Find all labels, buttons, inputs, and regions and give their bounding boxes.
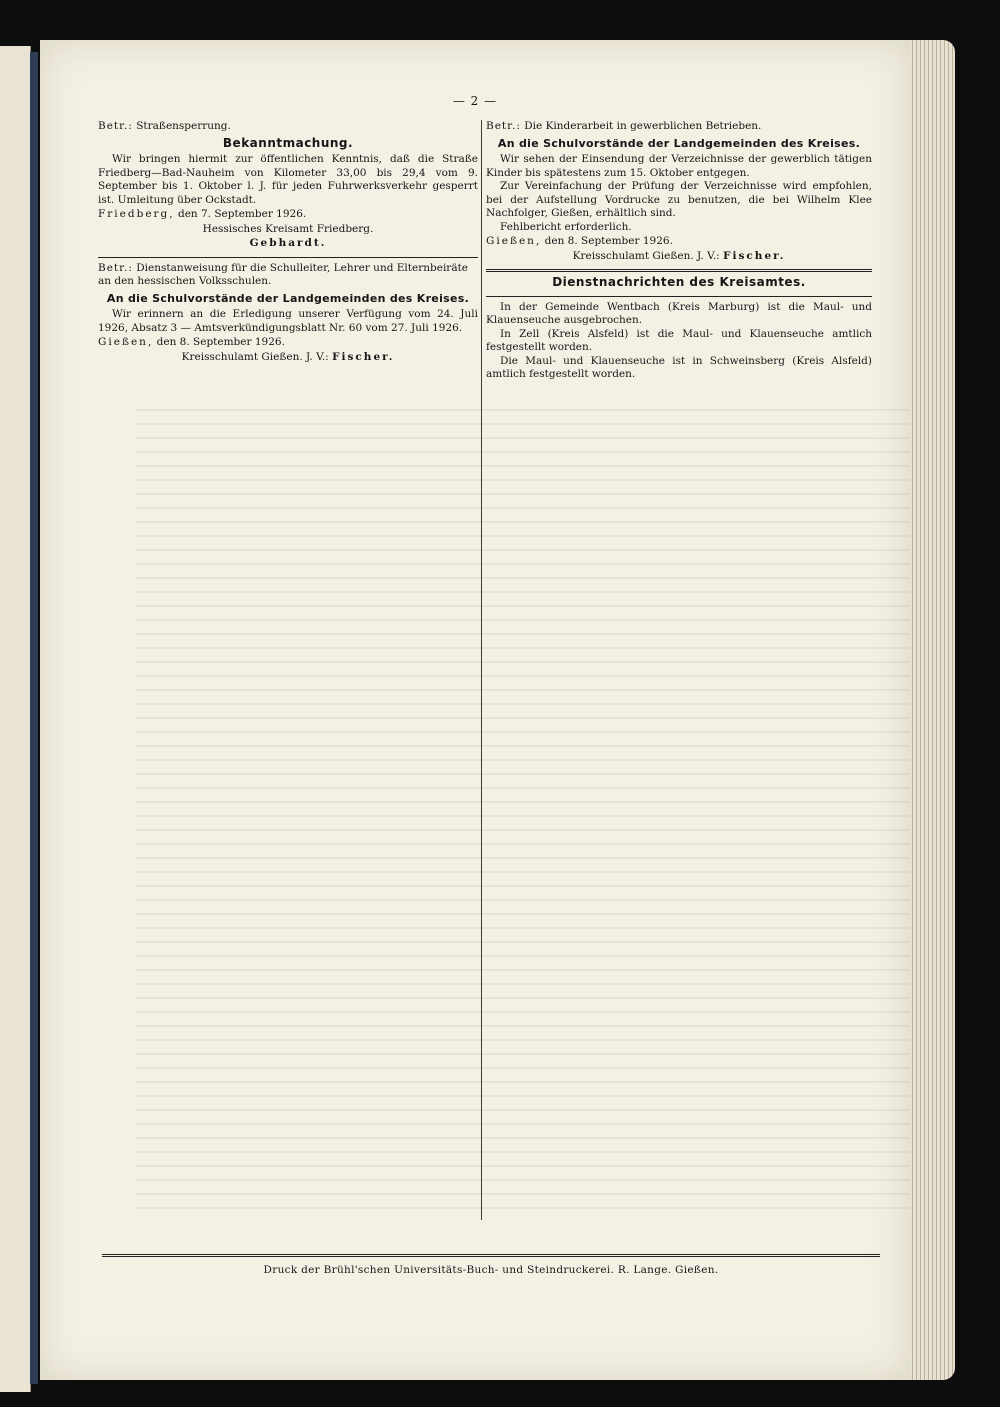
notice-district-news	[486, 276, 872, 382]
subject-text: Dienstanweisung für die Schulleiter, Lehrer und Elternbeiräte an den hessischen Volksschulen.	[98, 261, 469, 287]
notice-body-2: Zur Vereinfachung der Prüfung der Verzeichnisse wird empfohlen, bei der Aufstellung Vordrucke zu benutzen, die bei Wilhelm Klee Nachfolger, Gießen, erhältlich sind.	[486, 180, 872, 219]
news-item-3: Die Maul- und Klauenseuche ist in Schweinsberg (Kreis Alsfeld) amtlich festgestellt worden.	[486, 354, 872, 380]
page-stack-edge	[905, 40, 955, 1380]
notice-heading: Bekanntmachung.	[222, 135, 354, 150]
binding-strip	[30, 52, 38, 1384]
column-divider	[481, 120, 482, 1220]
place: Gießen,	[98, 336, 154, 348]
authority-line	[98, 351, 478, 365]
section-rule	[486, 269, 872, 272]
authority: Hessisches Kreisamt Friedberg.	[202, 222, 374, 235]
notice-body: Wir bringen hiermit zur öffentlichen Kenntnis, daß die Straße Friedberg—Bad-Nauheim von Kilometer 33,00 bis 29,4 vom 9. September bis 1. Oktober l. J. für jeden Fuhrwerksverkehr gesperrt ist. Umleitung über Ockstadt.	[98, 153, 478, 206]
right-column	[486, 120, 872, 382]
notice-body: Wir erinnern an die Erledigung unserer Verfügung vom 24. Juli 1926, Absatz 3 — Amtsverkündigungsblatt Nr. 60 vom 27. Juli 1926.	[98, 308, 478, 334]
printer-imprint: Druck der Brühl'schen Universitäts-Buch- und Steindruckerei. R. Lange. Gießen.	[263, 1264, 719, 1276]
signature: Fischer.	[723, 249, 786, 262]
notice-child-labor	[486, 120, 872, 263]
page-number: — 2 —	[452, 94, 498, 108]
left-column	[98, 120, 478, 365]
heading-rule	[486, 296, 872, 297]
notice-school-instructions	[98, 262, 478, 365]
place-date	[486, 235, 872, 249]
authority: Kreisschulamt Gießen. J. V.:	[572, 249, 720, 262]
subject-text: Die Kinderarbeit in gewerblichen Betrieben.	[524, 120, 762, 132]
signature: Fischer.	[332, 350, 395, 363]
subject-line	[98, 262, 478, 289]
place-date	[98, 336, 478, 350]
notice-body-3: Fehlbericht erforderlich.	[500, 220, 632, 233]
signature: Gebhardt.	[249, 237, 327, 249]
subject-line	[486, 120, 872, 134]
notice-body-1: Wir sehen der Einsendung der Verzeichnisse der gewerblich tätigen Kinder bis spätestens zum 15. Oktober entgegen.	[486, 153, 872, 179]
date: den 8. September 1926.	[156, 336, 285, 348]
news-item-1: In der Gemeinde Wentbach (Kreis Marburg) ist die Maul- und Klauenseuche ausgebrochen.	[486, 300, 872, 326]
notice-heading: An die Schulvorstände der Landgemeinden des Kreises.	[106, 291, 470, 305]
section-rule	[98, 257, 478, 258]
subject-label: Betr.:	[98, 261, 133, 274]
place-date	[98, 208, 478, 222]
news-item-2: In Zell (Kreis Alsfeld) ist die Maul- und Klauenseuche amtlich festgestellt worden.	[486, 327, 872, 353]
notice-road-closure	[98, 120, 478, 251]
authority-line	[486, 250, 872, 264]
subject-label: Betr.:	[486, 120, 521, 132]
authority: Kreisschulamt Gießen. J. V.:	[181, 350, 329, 363]
document-page	[40, 40, 910, 1380]
place: Gießen,	[486, 235, 542, 247]
date: den 7. September 1926.	[177, 208, 307, 220]
left-page-edge	[0, 46, 31, 1392]
subject-label: Betr.:	[98, 120, 133, 132]
place: Friedberg,	[98, 208, 175, 220]
footer-rule	[102, 1254, 880, 1257]
subject-text: Straßensperrung.	[136, 120, 231, 132]
bleed-through-text	[135, 400, 910, 1220]
notice-heading: Dienstnachrichten des Kreisamtes.	[552, 275, 806, 289]
subject-line	[98, 120, 478, 134]
notice-heading: An die Schulvorstände der Landgemeinden des Kreises.	[497, 136, 861, 150]
date: den 8. September 1926.	[544, 235, 673, 247]
